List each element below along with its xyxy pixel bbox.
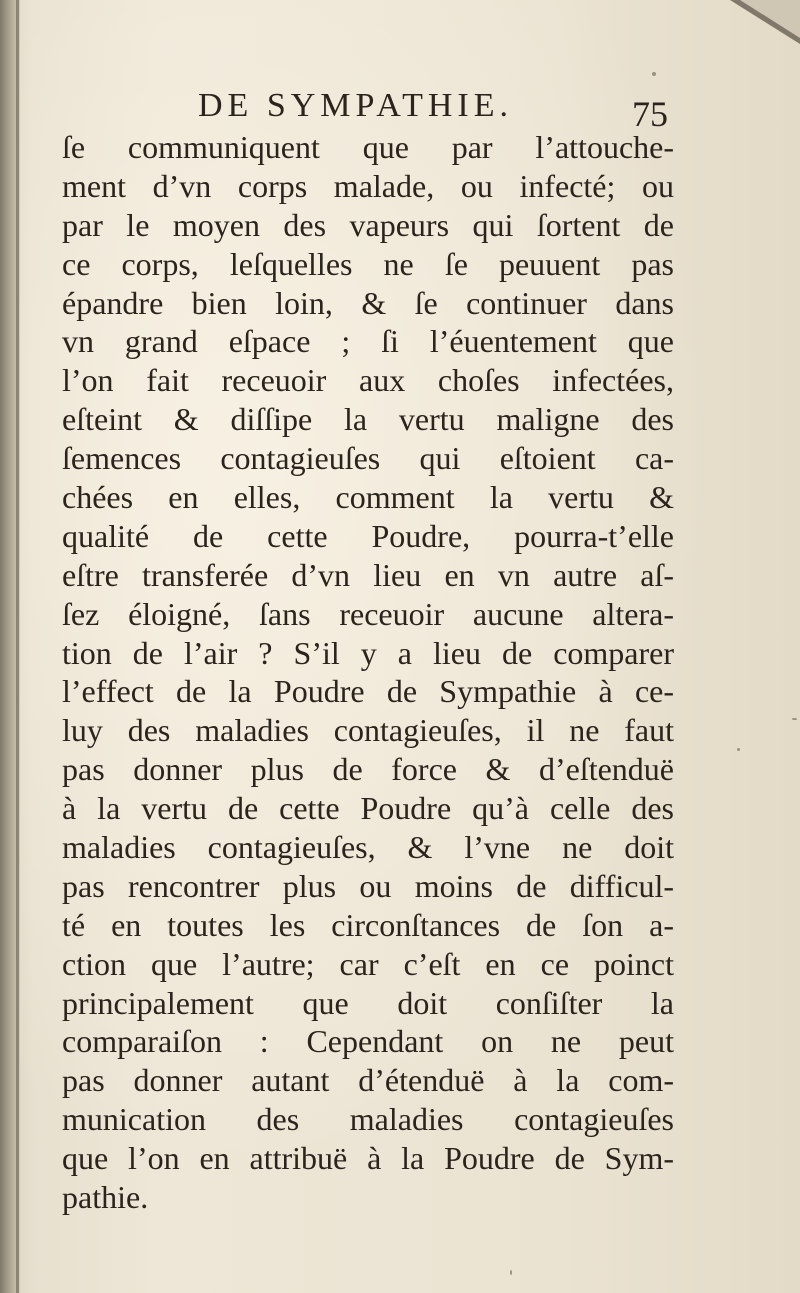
text-line: tion de l’air ? S’il y a lieu de comparer [62, 634, 674, 671]
text-line: pathie. [62, 1179, 149, 1216]
text-line: l’effect de la Poudre de Sympathie à ce- [62, 673, 674, 710]
binding-gutter-line [16, 0, 19, 1293]
paper-speck [652, 72, 656, 76]
text-line: ce corps, leſquelles ne ſe peuuent pas [62, 245, 674, 282]
body-text [62, 128, 674, 1217]
paper-speck [792, 718, 797, 720]
running-head: DE SYMPATHIE. [198, 87, 514, 124]
text-line: ſemences contagieuſes qui eſtoient ca- [62, 440, 674, 477]
text-line: maladies contagieuſes, & l’vne ne doit [62, 829, 674, 866]
paper-speck [737, 748, 740, 751]
page-number: 75 [632, 94, 668, 134]
text-line: eſtre transferée d’vn lieu en vn autre aſ- [62, 556, 674, 593]
text-line: pas rencontrer plus ou moins de difficul- [62, 867, 674, 904]
text-line: ction que l’autre; car c’eſt en ce poinct [62, 945, 674, 982]
text-line: que l’on en attribuë à la Poudre de Sym- [62, 1140, 674, 1177]
text-line: ment d’vn corps malade, ou infecté; ou [62, 167, 674, 204]
text-line: l’on fait receuoir aux choſes infectées, [62, 362, 674, 399]
text-line: té en toutes les circonſtances de ſon a- [62, 906, 674, 943]
paper-speck [510, 1270, 512, 1275]
text-line: par le moyen des vapeurs qui ſortent de [62, 206, 674, 243]
text-line: chées en elles, comment la vertu & [62, 479, 674, 516]
text-line: pas donner plus de force & d’eſtenduë [62, 751, 674, 788]
text-line: munication des maladies contagieuſes [62, 1101, 674, 1138]
text-line: principalement que doit conſiſter la [62, 984, 674, 1021]
text-line: à la vertu de cette Poudre qu’à celle des [62, 790, 674, 827]
text-line: eſteint & diſſipe la vertu maligne des [62, 401, 674, 438]
text-line: comparaiſon : Cependant on ne peut [62, 1023, 674, 1060]
text-line: qualité de cette Poudre, pourra-t’elle [62, 517, 674, 554]
text-line: épandre bien loin, & ſe continuer dans [62, 284, 674, 321]
text-line: ſez éloigné, ſans receuoir aucune altera- [62, 595, 674, 632]
text-line: luy des maladies contagieuſes, il ne faut [62, 712, 674, 749]
page-corner-fold [740, 0, 800, 38]
text-line: vn grand eſpace ; ſi l’éuentement que [62, 323, 674, 360]
text-line: pas donner autant d’étenduë à la com- [62, 1062, 674, 1099]
text-line: ſe communiquent que par l’attouche- [62, 129, 674, 165]
